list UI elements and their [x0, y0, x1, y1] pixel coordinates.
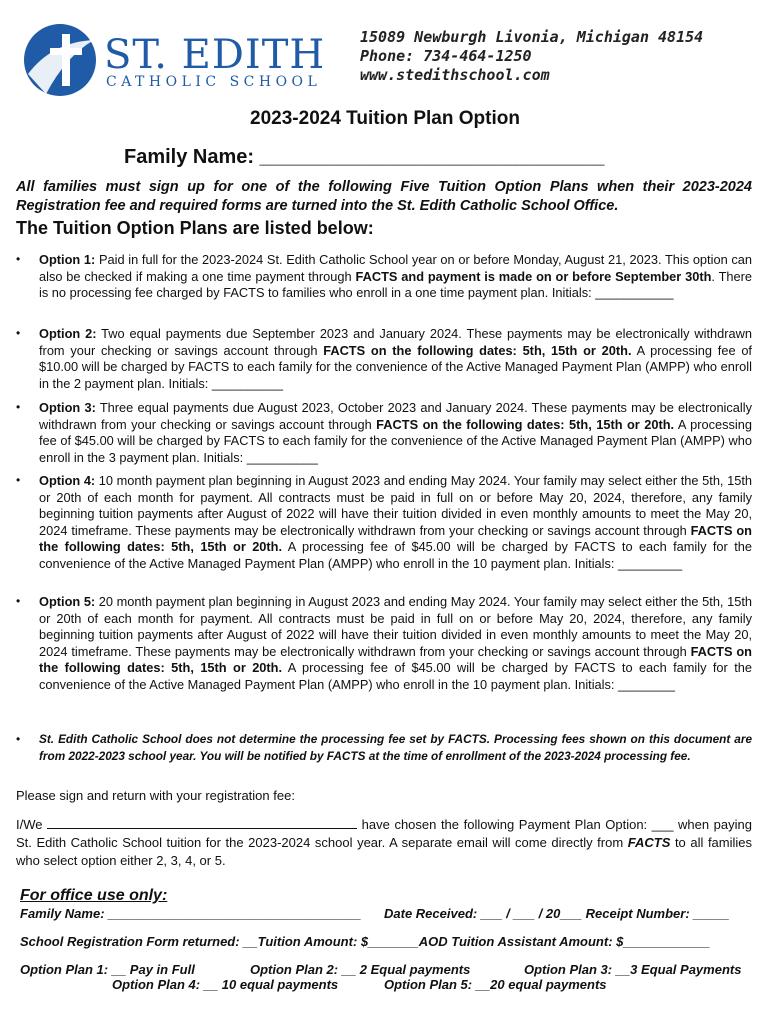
option-text: A processing fee of $45.00 will be charged by FACTS to each family for the convenience of the Active Managed Payment Plan (AMPP) who enroll in the 3 payment plan. Initials: __________ — [39, 416, 752, 465]
intro-paragraph: All families must sign up for one of the following Five Tuition Option Plans when their 2023-2024 Registration fee and required forms are turned into the St. Edith Catholic School Office. — [16, 179, 752, 214]
option-4 — [39, 473, 752, 572]
option-text: A processing fee of $10.00 will be charged by FACTS to each family for the convenience of the Active Managed Payment Plan (AMPP) who enroll in the 2 payment plan. Initials: __________ — [39, 342, 752, 391]
family-name-field[interactable]: Family Name: _______________________________ — [124, 146, 605, 168]
option-text: . There is no processing fee charged by FACTS to families who enroll in a one time payment plan. Initials: ___________ — [39, 268, 752, 300]
option-label: Option 3: — [39, 400, 96, 415]
option-bold-text: FACTS and payment is made on or before September 30th — [355, 268, 712, 284]
office-plan-4: Option Plan 4: __ 10 equal payments — [112, 977, 339, 992]
option-label: Option 2: — [39, 326, 97, 341]
option-bold-text: FACTS on the following dates: 5th, 15th or 20th. — [39, 643, 752, 675]
logo-school-subtitle: CATHOLIC SCHOOL — [106, 74, 322, 90]
bullet: • — [16, 400, 21, 414]
option-5 — [39, 594, 752, 693]
bullet: • — [16, 252, 21, 266]
option-text: Paid in full for the 2023-2024 St. Edith Catholic School year on or before Monday, August 21, 2023. This option can also be checked if making a one time payment through — [39, 252, 752, 284]
plans-heading: The Tuition Option Plans are listed below: — [16, 218, 374, 238]
option-1 — [39, 252, 752, 302]
option-text: A processing fee of $45.00 will be charged by FACTS to each family for the convenience of the Active Managed Payment Plan (AMPP) who enroll in the 10 payment plan. Initials: _________ — [39, 539, 752, 571]
school-website: www.stedithschool.com — [360, 66, 550, 84]
page-title: 2023-2024 Tuition Plan Option — [250, 108, 520, 129]
school-contact — [360, 28, 703, 85]
option-text: 10 month payment plan beginning in August 2023 and ending May 2024. Your family may select either the 5th, 15th or 20th of each month for payment. All contracts must be paid in full on or before May 20, 2024, therefore, any family beginning tuition payments after August of 2022 will have their tuition divided in even monthly amounts to meet the May 20, 2024 timeframe. These payments may be electronically withdrawn from your checking or savings account through — [39, 473, 752, 538]
iwe-text: have chosen the following Payment Plan Option: ___ when paying St. Edith Catholic School tuition for the 2023-2024 school year. A separate email will come directly from — [16, 817, 752, 850]
iwe-label: I/We — [16, 817, 43, 832]
option-2 — [39, 326, 752, 392]
iwe-text: to all families who select option either 2, 3, 4, or 5. — [16, 835, 753, 868]
option-bold-text: FACTS on the following dates: 5th, 15th or 20th. — [323, 342, 632, 358]
payment-choice-statement — [16, 816, 752, 870]
option-3 — [39, 400, 752, 466]
school-logo — [22, 22, 342, 98]
option-text: 20 month payment plan beginning in August 2023 and ending May 2024. Your family may select either the 5th, 15th or 20th of each month for payment. All contracts must be paid in full on or before May 20, 2024, therefore, any family beginning tuition payments after August of 2022 will have their tuition divided in even monthly amounts to meet the May 20, 2024 timeframe. These payments may be electronically withdrawn from your checking or savings account through — [39, 594, 752, 659]
option-label: Option 4: — [39, 473, 96, 488]
option-bold-text: FACTS on the following dates: 5th, 15th or 20th. — [376, 416, 675, 432]
logo-school-name: ST. EDITH — [104, 32, 326, 78]
cross-emblem-icon — [22, 22, 102, 98]
office-plan-3: Option Plan 3: __3 Equal Payments — [524, 962, 742, 977]
office-plan-2: Option Plan 2: __ 2 Equal payments — [250, 962, 471, 977]
bullet: • — [16, 473, 21, 487]
office-plan-1: Option Plan 1: __ Pay in Full — [20, 962, 195, 977]
option-bold-text: FACTS on the following dates: 5th, 15th or 20th. — [39, 522, 752, 554]
office-registration-line: School Registration Form returned: __Tuition Amount: $_______AOD Tuition Assistant Amount: $____________ — [20, 934, 711, 949]
office-plan-5: Option Plan 5: __20 equal payments — [384, 977, 607, 992]
office-family-name: Family Name: ___________________________________ — [20, 906, 362, 921]
school-phone: Phone: 734-464-1250 — [360, 47, 532, 65]
sign-instruction: Please sign and return with your registration fee: — [16, 788, 295, 803]
bullet: • — [16, 732, 21, 746]
option-text: A processing fee of $45.00 will be charged by FACTS to each family for the convenience of the Active Managed Payment Plan (AMPP) who enroll in the 10 payment plan. Initials: ________ — [39, 660, 752, 692]
facts-name: FACTS — [627, 835, 671, 850]
office-use-heading: For office use only: — [20, 887, 168, 904]
option-label: Option 1: — [39, 252, 96, 267]
office-date-received: Date Received: ___ / ___ / 20___ Receipt Number: _____ — [384, 906, 730, 921]
option-label: Option 5: — [39, 594, 96, 609]
bullet: • — [16, 594, 21, 608]
processing-fee-note: St. Edith Catholic School does not determine the processing fee set by FACTS. Processing fees shown on this document are from 2022-2023 school year. You will be notified by FACTS at the time of enrollment of the 2023-2024 processing fee. — [39, 732, 752, 763]
option-text: Three equal payments due August 2023, October 2023 and January 2024. These payments may be electronically withdrawn from your checking or savings account through — [39, 400, 753, 432]
option-text: Two equal payments due September 2023 and January 2024. These payments may be electronically withdrawn from your checking or savings account through — [39, 326, 753, 358]
bullet: • — [16, 326, 21, 340]
school-address: 15089 Newburgh Livonia, Michigan 48154 — [360, 28, 704, 46]
signature-line[interactable] — [47, 816, 357, 829]
